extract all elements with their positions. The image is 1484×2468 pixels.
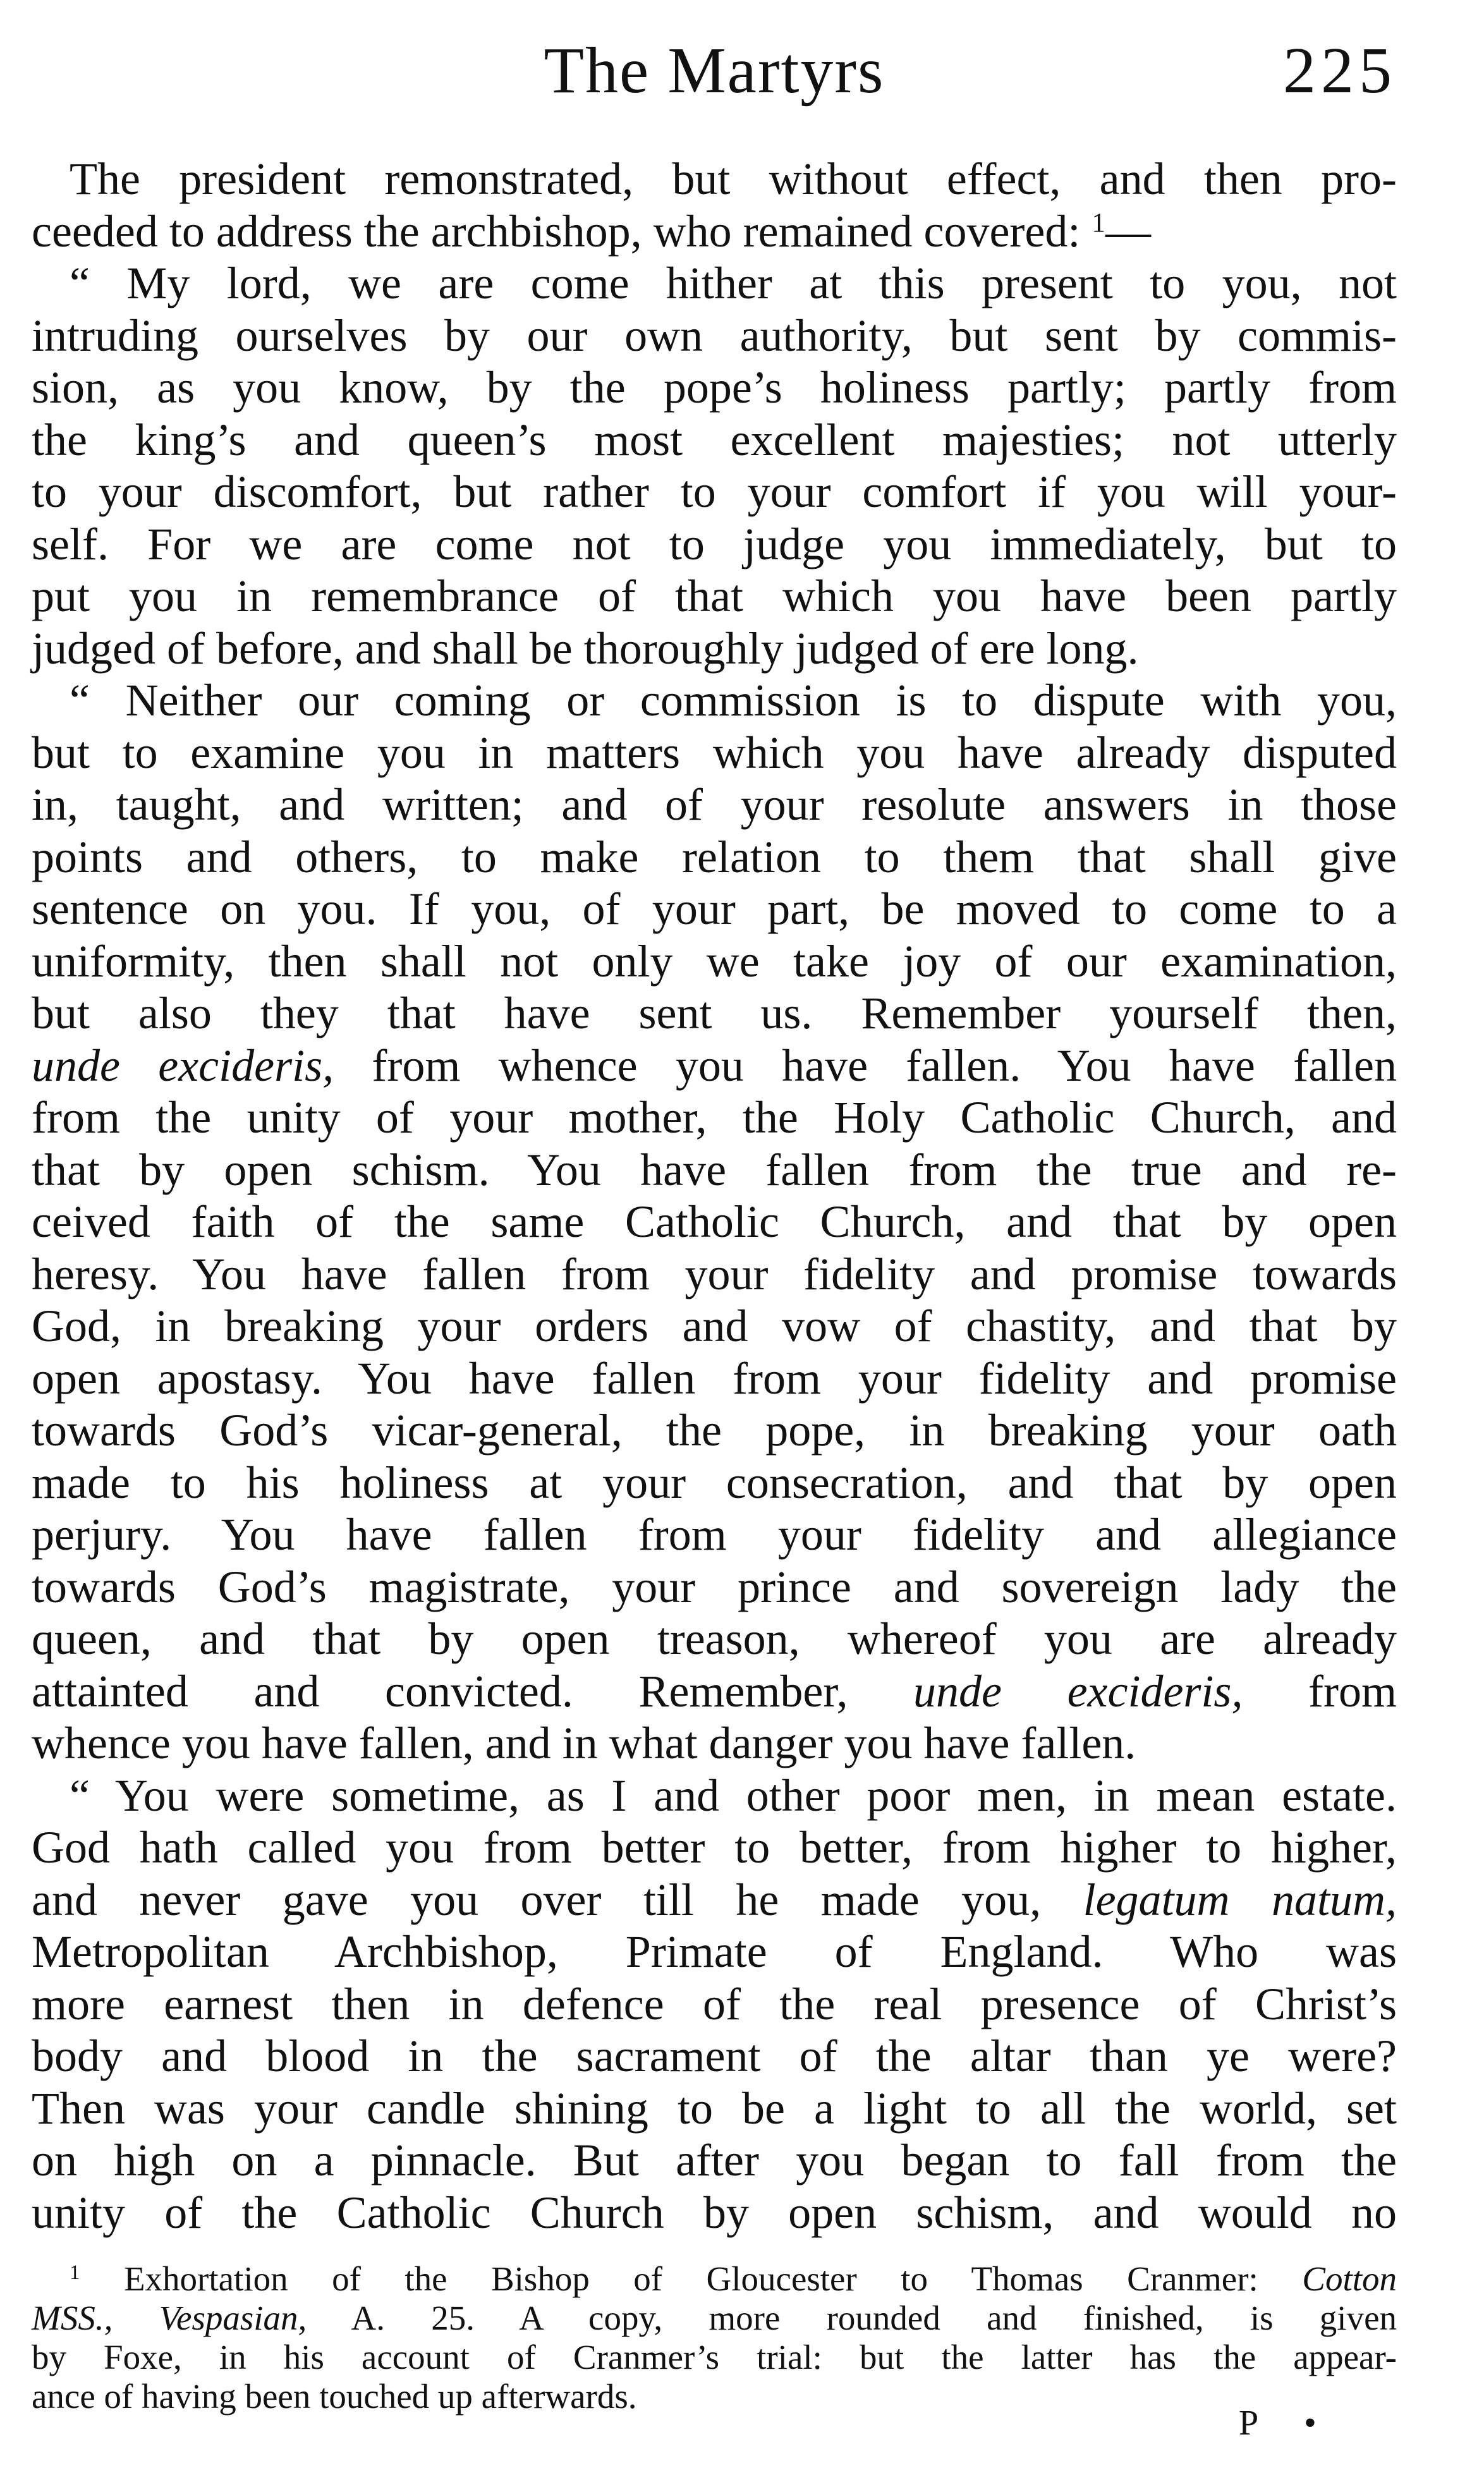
footnote-line: ance of having been touched up afterwards. xyxy=(32,2377,637,2416)
text-line: that by open schism. You have fallen from the true and re- xyxy=(32,1144,1397,1195)
latin-phrase: unde excideris, xyxy=(913,1665,1243,1717)
latin-phrase: unde excideris, xyxy=(32,1040,334,1091)
text-line: the king’s and queen’s most excellent majesties; not utterly xyxy=(32,414,1397,465)
body-text xyxy=(32,153,1397,2239)
text-line: The president remonstrated, but without effect, and then pro- xyxy=(70,154,1397,204)
text-span: A. 25. A copy, more rounded and finished, is given xyxy=(351,2299,1397,2337)
signature-mark: P • xyxy=(1239,2404,1335,2443)
text-line: ceived faith of the same Catholic Church, and that by open xyxy=(32,1196,1397,1247)
text-line: judged of before, and shall be thoroughly judged of ere long. xyxy=(32,623,1139,674)
latin-phrase: legatum natum, xyxy=(1083,1874,1397,1925)
text-line: uniformity, then shall not only we take joy of our examination, xyxy=(32,935,1397,987)
text-line xyxy=(32,1665,1397,1718)
text-line: from the unity of your mother, the Holy Catholic Church, and xyxy=(32,1092,1397,1143)
text-line: self. For we are come not to judge you immediately, but to xyxy=(32,518,1397,569)
text-line: “ My lord, we are come hither at this present to you, not xyxy=(70,258,1397,308)
text-line: more earnest then in defence of the real presence of Christ’s xyxy=(32,1978,1397,2029)
footnote-reference: 1 xyxy=(1092,207,1105,238)
text-line: God, in breaking your orders and vow of chastity, and that by xyxy=(32,1301,1397,1351)
text-span: from whence you have fallen. You have fallen xyxy=(372,1040,1397,1091)
text-line: towards God’s vicar-general, the pope, in breaking your oath xyxy=(32,1405,1397,1456)
footnote-marker: 1 xyxy=(70,2261,80,2284)
text-line: open apostasy. You have fallen from your fidelity and promise xyxy=(32,1353,1397,1404)
text-line: ceeded to address the archbishop, who remained covered: $^1$— xyxy=(32,205,1151,257)
text-line: Then was your candle shining to be a light to all the world, set xyxy=(32,2082,1397,2134)
text-line: “ Neither our coming or commission is to dispute with you, xyxy=(70,675,1397,726)
text-line: but to examine you in matters which you have already disputed xyxy=(32,727,1397,778)
text-line: queen, and that by open treason, whereof you are already xyxy=(32,1614,1397,1664)
text-line: towards God’s magistrate, your prince and sovereign lady the xyxy=(32,1561,1397,1612)
text-line: whence you have fallen, and in what danger you have fallen. xyxy=(32,1718,1136,1768)
text-line: on high on a pinnacle. But after you began to fall from the xyxy=(32,2135,1397,2185)
text-span: attainted and convicted. Remember, xyxy=(32,1665,848,1717)
text-line: sentence on you. If you, of your part, be moved to come to a xyxy=(32,884,1397,934)
text-span: ceeded to address the archbishop, who remained covered: xyxy=(32,205,1081,257)
text-line: unity of the Catholic Church by open schism, and would no xyxy=(32,2187,1397,2238)
text-line: body and blood in the sacrament of the altar than ye were? xyxy=(32,2031,1397,2081)
text-line xyxy=(32,1040,1397,1092)
page-header xyxy=(32,33,1397,115)
running-title: The Martyrs xyxy=(544,34,885,107)
text-span: MSS., Vespasian, xyxy=(32,2299,307,2337)
text-span: Cotton xyxy=(1302,2259,1397,2298)
footnote-line xyxy=(32,2259,1397,2299)
footnote xyxy=(32,2259,1397,2416)
page-number: 225 xyxy=(1283,34,1397,107)
text-span: and never gave you over till he made you, xyxy=(32,1874,1042,1925)
text-line: sion, as you know, by the pope’s holiness partly; partly from xyxy=(32,362,1397,413)
footnote-line: by Foxe, in his account of Cranmer’s trial: but the latter has the appear- xyxy=(32,2338,1397,2376)
text-line: made to his holiness at your consecration, and that by open xyxy=(32,1457,1397,1508)
footnote-line xyxy=(32,2299,1397,2338)
text-line: in, taught, and written; and of your resolute answers in those xyxy=(32,779,1397,830)
text-line: perjury. You have fallen from your fidelity and allegiance xyxy=(32,1509,1397,1560)
text-span: Exhortation of the Bishop of Gloucester to Thomas Cranmer: xyxy=(123,2259,1258,2298)
text-line: to your discomfort, but rather to your comfort if you will your- xyxy=(32,466,1397,517)
text-line: God hath called you from better to better, from higher to higher, xyxy=(32,1822,1397,1873)
text-line xyxy=(32,1874,1397,1926)
text-line: Metropolitan Archbishop, Primate of England. Who was xyxy=(32,1926,1397,1977)
text-span: from xyxy=(1308,1665,1397,1717)
text-line: put you in remembrance of that which you have been partly xyxy=(32,571,1397,621)
text-line: intruding ourselves by our own authority, but sent by commis- xyxy=(32,310,1397,361)
text-line: points and others, to make relation to them that shall give xyxy=(32,831,1397,882)
text-line: but also they that have sent us. Remember yourself then, xyxy=(32,988,1397,1038)
text-line: heresy. You have fallen from your fidelity and promise towards xyxy=(32,1248,1397,1299)
text-line: “ You were sometime, as I and other poor men, in mean estate. xyxy=(70,1770,1397,1821)
